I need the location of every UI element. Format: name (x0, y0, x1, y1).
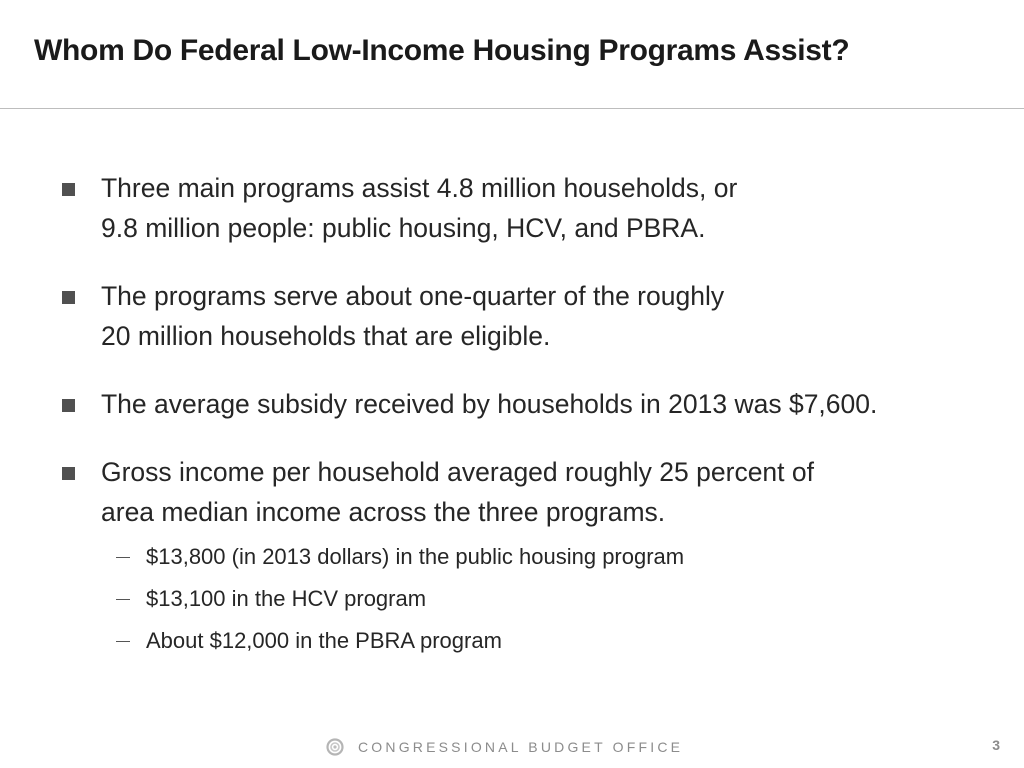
square-bullet-icon (62, 399, 75, 412)
bullet-text-line: The programs serve about one-quarter of the roughly (101, 281, 725, 311)
sub-bullet-item (101, 620, 990, 662)
organization-name: CONGRESSIONAL BUDGET OFFICE (358, 739, 684, 755)
bullet-text-line: area median income across the three programs. (101, 497, 666, 527)
slide-title: Whom Do Federal Low-Income Housing Programs Assist? (34, 34, 850, 67)
bullet-item (60, 452, 990, 662)
sub-bullet-item (101, 536, 990, 578)
sub-bullet-text: $13,100 in the HCV program (146, 586, 427, 611)
bullet-text-line: The average subsidy received by households in 2013 was $7,600. (101, 389, 878, 419)
sub-bullet-list (101, 536, 990, 662)
title-divider (0, 108, 1024, 109)
bullet-item (60, 276, 990, 356)
bullet-text-line: 9.8 million people: public housing, HCV, and PBRA. (101, 213, 706, 243)
dash-bullet-icon (116, 599, 130, 600)
square-bullet-icon (62, 291, 75, 304)
bullet-list (60, 168, 990, 690)
square-bullet-icon (62, 183, 75, 196)
bullet-item (60, 168, 990, 248)
sub-bullet-text: About $12,000 in the PBRA program (146, 628, 502, 653)
sub-bullet-text: $13,800 (in 2013 dollars) in the public housing program (146, 544, 685, 569)
bullet-text-line: Gross income per household averaged roughly 25 percent of (101, 457, 814, 487)
cbo-logo-icon (326, 738, 344, 756)
square-bullet-icon (62, 467, 75, 480)
bullet-text-line: Three main programs assist 4.8 million households, or (101, 173, 738, 203)
slide-footer (0, 737, 1024, 761)
dash-bullet-icon (116, 641, 130, 642)
bullet-text-line: 20 million households that are eligible. (101, 321, 551, 351)
sub-bullet-item (101, 578, 990, 620)
dash-bullet-icon (116, 557, 130, 558)
bullet-item (60, 384, 990, 424)
page-number: 3 (992, 737, 1000, 753)
